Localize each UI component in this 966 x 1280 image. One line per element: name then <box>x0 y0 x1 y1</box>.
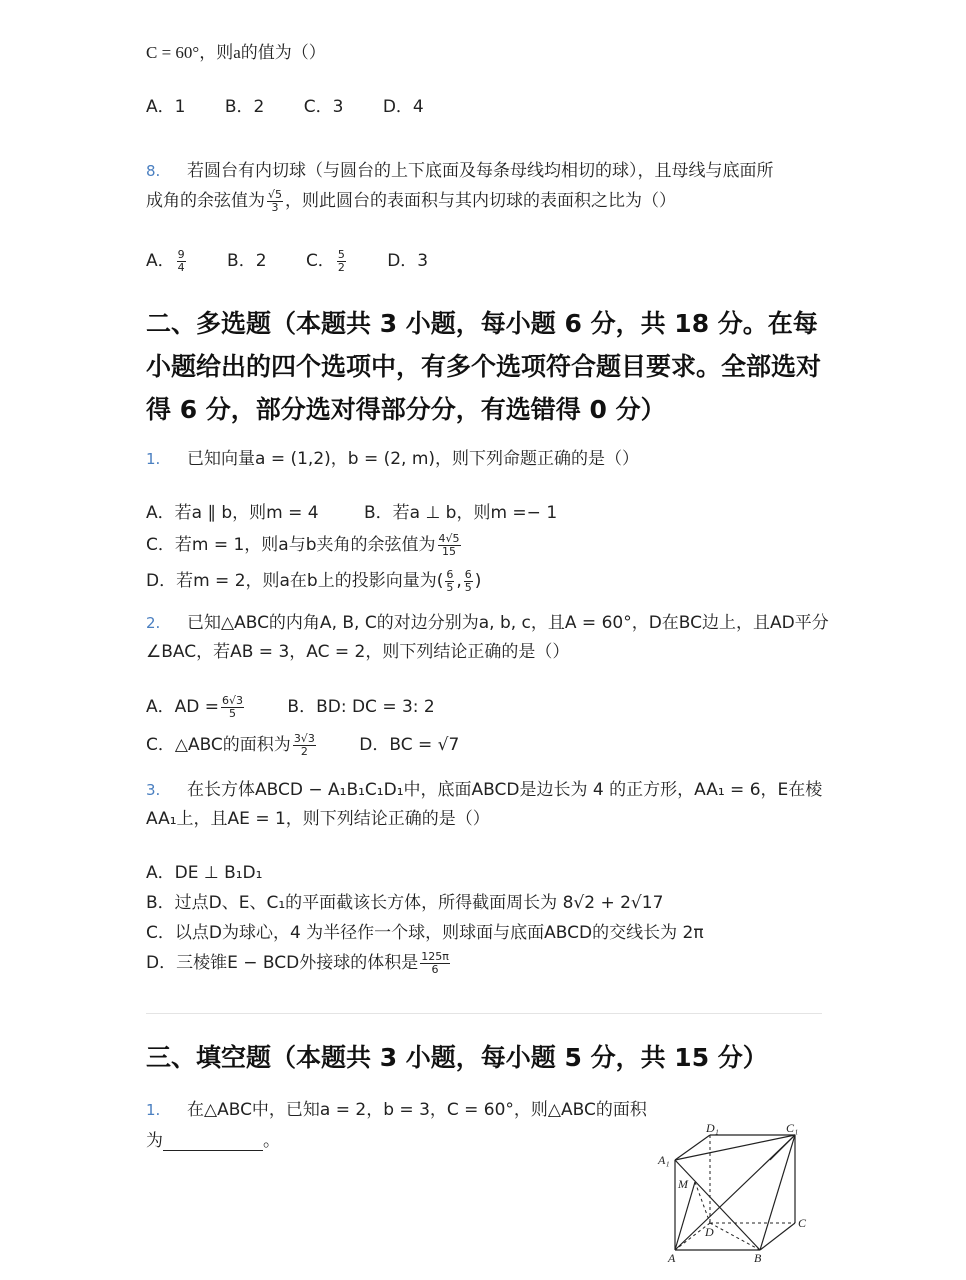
s2q2-option-c[interactable]: C．△ABC的面积为 $\frac{3√3}{2}$ <box>146 731 315 758</box>
q8-option-b[interactable]: B．2 <box>227 251 267 271</box>
q8-stem-part3: ，则此圆台的表面积与其内切球的表面积之比为（） <box>285 191 677 211</box>
label-a: A <box>668 1251 676 1265</box>
section-divider <box>146 1013 822 1014</box>
s2q1-option-d[interactable]: D．若m = 2，则a在b上的投影向量为( $\frac{6}{5}$ , $\frac{6}{5}$ ) <box>146 567 482 594</box>
s2q3-option-d[interactable]: D．三棱锥E − BCD外接球的体积是 $\frac{125\pi}{6}$ <box>146 949 449 976</box>
q8-stem-part2: 成角的余弦值为 <box>146 191 265 211</box>
s2q1-option-c[interactable]: C．若m = 1，则a与b夹角的余弦值为 $\frac{4√5}{15}$ <box>146 531 460 558</box>
s2q1-options-row1 <box>146 498 591 523</box>
label-m: M <box>678 1177 688 1191</box>
q8-cos-fraction: $\frac{√5}{3}$ <box>268 187 283 214</box>
s2q3-line1: 3. 在长方体ABCD − A₁B₁C₁D₁中，底面ABCD是边长为 4 的正方形，AA₁ = 6，E在棱 <box>146 780 823 800</box>
q7-option-c[interactable]: C．3 <box>303 97 344 117</box>
q8-number: 8. <box>146 162 161 180</box>
s2q1-number: 1. <box>146 450 161 468</box>
s2q1-option-a[interactable]: A．若a ∥ b，则m = 4 <box>146 503 319 523</box>
s2q2-options-row1 <box>146 692 469 720</box>
q8-option-d[interactable]: D．3 <box>387 251 429 271</box>
s3q1-number: 1. <box>146 1101 161 1119</box>
s2q3-option-a[interactable]: A．DE ⊥ B₁D₁ <box>146 863 263 883</box>
s2q3-number: 3. <box>146 781 161 799</box>
section3-heading: 三、填空题（本题共 3 小题，每小题 5 分，共 15 分） <box>146 1043 768 1072</box>
s2q2-line1: 2. 已知△ABC的内角A, B, C的对边分别为a, b, c，且A = 60°，D在BC边上，且AD平分 <box>146 613 829 633</box>
cuboid-figure <box>650 1120 820 1265</box>
q8-stem-part1: 若圆台有内切球（与圆台的上下底面及每条母线均相切的球），且母线与底面所 <box>187 161 774 181</box>
q8-option-a[interactable]: A． $\frac{9}{4}$ <box>146 247 185 274</box>
s2q1-stem: 1. 已知向量a = (1,2)，b = (2, m)，则下列命题正确的是（） <box>146 449 640 469</box>
s3q1-line1: 1. 在△ABC中，已知a = 2，b = 3，C = 60°，则△ABC的面积 <box>146 1100 647 1120</box>
label-d1: D₁ <box>706 1121 719 1135</box>
s3q1-line2: 为 。 <box>146 1131 280 1151</box>
label-a1: A₁ <box>658 1153 670 1167</box>
s2q2-number: 2. <box>146 614 161 632</box>
s2q2-option-d[interactable]: D．BC = √7 <box>359 735 460 755</box>
s2q2-option-b[interactable]: B．BD: DC = 3: 2 <box>287 697 435 717</box>
s2q3-option-c[interactable]: C．以点D为球心，4 为半径作一个球，则球面与底面ABCD的交线长为 2π <box>146 923 704 943</box>
q8-option-c[interactable]: C． $\frac{5}{2}$ <box>305 247 345 274</box>
s2q2-option-a[interactable]: A．AD = $\frac{6√3}{5}$ <box>146 693 244 720</box>
s2q2-line2: ∠BAC，若AB = 3，AC = 2，则下列结论正确的是（） <box>146 642 570 662</box>
label-d: D <box>705 1225 714 1239</box>
q7-option-d[interactable]: D．4 <box>382 97 424 117</box>
s2q3-line2: AA₁上，且AE = 1，则下列结论正确的是（） <box>146 809 490 829</box>
q8-line1 <box>146 156 774 181</box>
label-b: B <box>754 1251 762 1265</box>
q8-options <box>146 246 462 274</box>
label-c: C <box>798 1216 807 1230</box>
s2q1-option-b[interactable]: B．若a ⊥ b，则m =− 1 <box>363 503 558 523</box>
s2q3-option-b[interactable]: B．过点D、E、C₁的平面截该长方体，所得截面周长为 8√2 + 2√17 <box>146 893 664 913</box>
q7-stem-tail: C = 60°，则a的值为（） <box>146 43 326 62</box>
answer-blank[interactable] <box>163 1134 263 1151</box>
q7-options <box>146 92 458 117</box>
s2q2-options-row2 <box>146 730 493 758</box>
q7-option-a[interactable]: A．1 <box>146 97 186 117</box>
q8-line2 <box>146 186 676 214</box>
label-c1: C₁ <box>786 1121 799 1135</box>
q7-option-b[interactable]: B．2 <box>224 97 265 117</box>
section2-heading: 二、多选题（本题共 3 小题，每小题 6 分，共 18 分。在每小题给出的四个选项中，有多个选项符合题目要求。全部选对得 6 分，部分选对得部分分，有选错得 0 分） <box>146 309 822 424</box>
